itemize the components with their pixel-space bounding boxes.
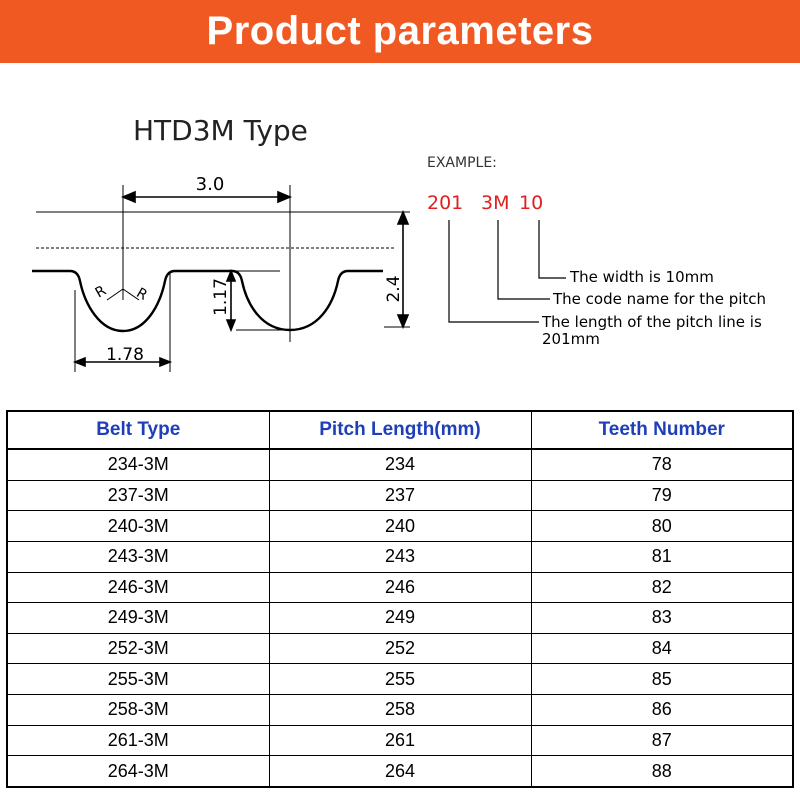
table-row — [7, 756, 793, 787]
tooth-height-label: 1.17 — [211, 278, 231, 316]
table-row — [7, 541, 793, 572]
belt-type-cell: 243-3M — [7, 541, 269, 572]
pitch-length-cell: 258 — [269, 695, 531, 726]
table-row — [7, 664, 793, 695]
belt-spec-table — [6, 410, 794, 788]
example-width-desc: The width is 10mm — [570, 268, 714, 286]
teeth-number-cell: 78 — [531, 449, 793, 480]
pitch-length-header: Pitch Length(mm) — [269, 411, 531, 449]
pitch-length-cell: 243 — [269, 541, 531, 572]
example-code-pitch: 3M — [481, 192, 510, 214]
belt-type-cell: 258-3M — [7, 695, 269, 726]
pitch-length-cell: 249 — [269, 603, 531, 634]
table-row — [7, 480, 793, 511]
table-row — [7, 449, 793, 480]
product-parameters-banner — [0, 0, 800, 63]
table-row — [7, 572, 793, 603]
radius-label-right: R — [133, 285, 150, 304]
total-height-label: 2.4 — [384, 275, 404, 303]
example-length-desc-line1: The length of the pitch line is — [542, 313, 762, 331]
belt-profile-diagram — [0, 63, 800, 403]
table-row — [7, 695, 793, 726]
teeth-number-cell: 85 — [531, 664, 793, 695]
belt-type-cell: 255-3M — [7, 664, 269, 695]
teeth-number-header: Teeth Number — [531, 411, 793, 449]
belt-type-cell: 249-3M — [7, 603, 269, 634]
tooth-width-label: 1.78 — [106, 345, 144, 365]
teeth-number-cell: 80 — [531, 511, 793, 542]
radius-label-left: R — [92, 282, 110, 302]
table-row — [7, 725, 793, 756]
table-row — [7, 633, 793, 664]
banner-title: Product parameters — [206, 9, 594, 53]
pitch-length-cell: 237 — [269, 480, 531, 511]
teeth-number-cell: 82 — [531, 572, 793, 603]
example-length-desc-line2: 201mm — [542, 330, 600, 348]
belt-type-cell: 240-3M — [7, 511, 269, 542]
pitch-dimension-label: 3.0 — [195, 174, 225, 195]
table-body — [7, 449, 793, 787]
teeth-number-cell: 87 — [531, 725, 793, 756]
teeth-number-cell: 79 — [531, 480, 793, 511]
example-code-width: 10 — [519, 192, 544, 214]
teeth-number-cell: 88 — [531, 756, 793, 787]
belt-type-cell: 252-3M — [7, 633, 269, 664]
belt-type-cell: 264-3M — [7, 756, 269, 787]
belt-type-cell: 246-3M — [7, 572, 269, 603]
example-heading: EXAMPLE: — [427, 155, 497, 171]
table-row — [7, 603, 793, 634]
teeth-number-cell: 83 — [531, 603, 793, 634]
belt-type-header: Belt Type — [7, 411, 269, 449]
table-header-row — [7, 411, 793, 449]
pitch-length-cell: 246 — [269, 572, 531, 603]
example-pitch-desc: The code name for the pitch — [553, 290, 767, 308]
pitch-length-cell: 240 — [269, 511, 531, 542]
belt-type-cell: 234-3M — [7, 449, 269, 480]
teeth-number-cell: 81 — [531, 541, 793, 572]
pitch-length-cell: 264 — [269, 756, 531, 787]
belt-type-cell: 261-3M — [7, 725, 269, 756]
pitch-length-cell: 234 — [269, 449, 531, 480]
belt-type-cell: 237-3M — [7, 480, 269, 511]
pitch-length-cell: 252 — [269, 633, 531, 664]
example-code-length: 201 — [427, 192, 464, 214]
teeth-number-cell: 84 — [531, 633, 793, 664]
pitch-length-cell: 255 — [269, 664, 531, 695]
pitch-length-cell: 261 — [269, 725, 531, 756]
example-leader-lines — [449, 220, 566, 322]
tooth-profile — [32, 271, 383, 331]
belt-type-title: HTD3M Type — [133, 114, 308, 147]
table-row — [7, 511, 793, 542]
teeth-number-cell: 86 — [531, 695, 793, 726]
